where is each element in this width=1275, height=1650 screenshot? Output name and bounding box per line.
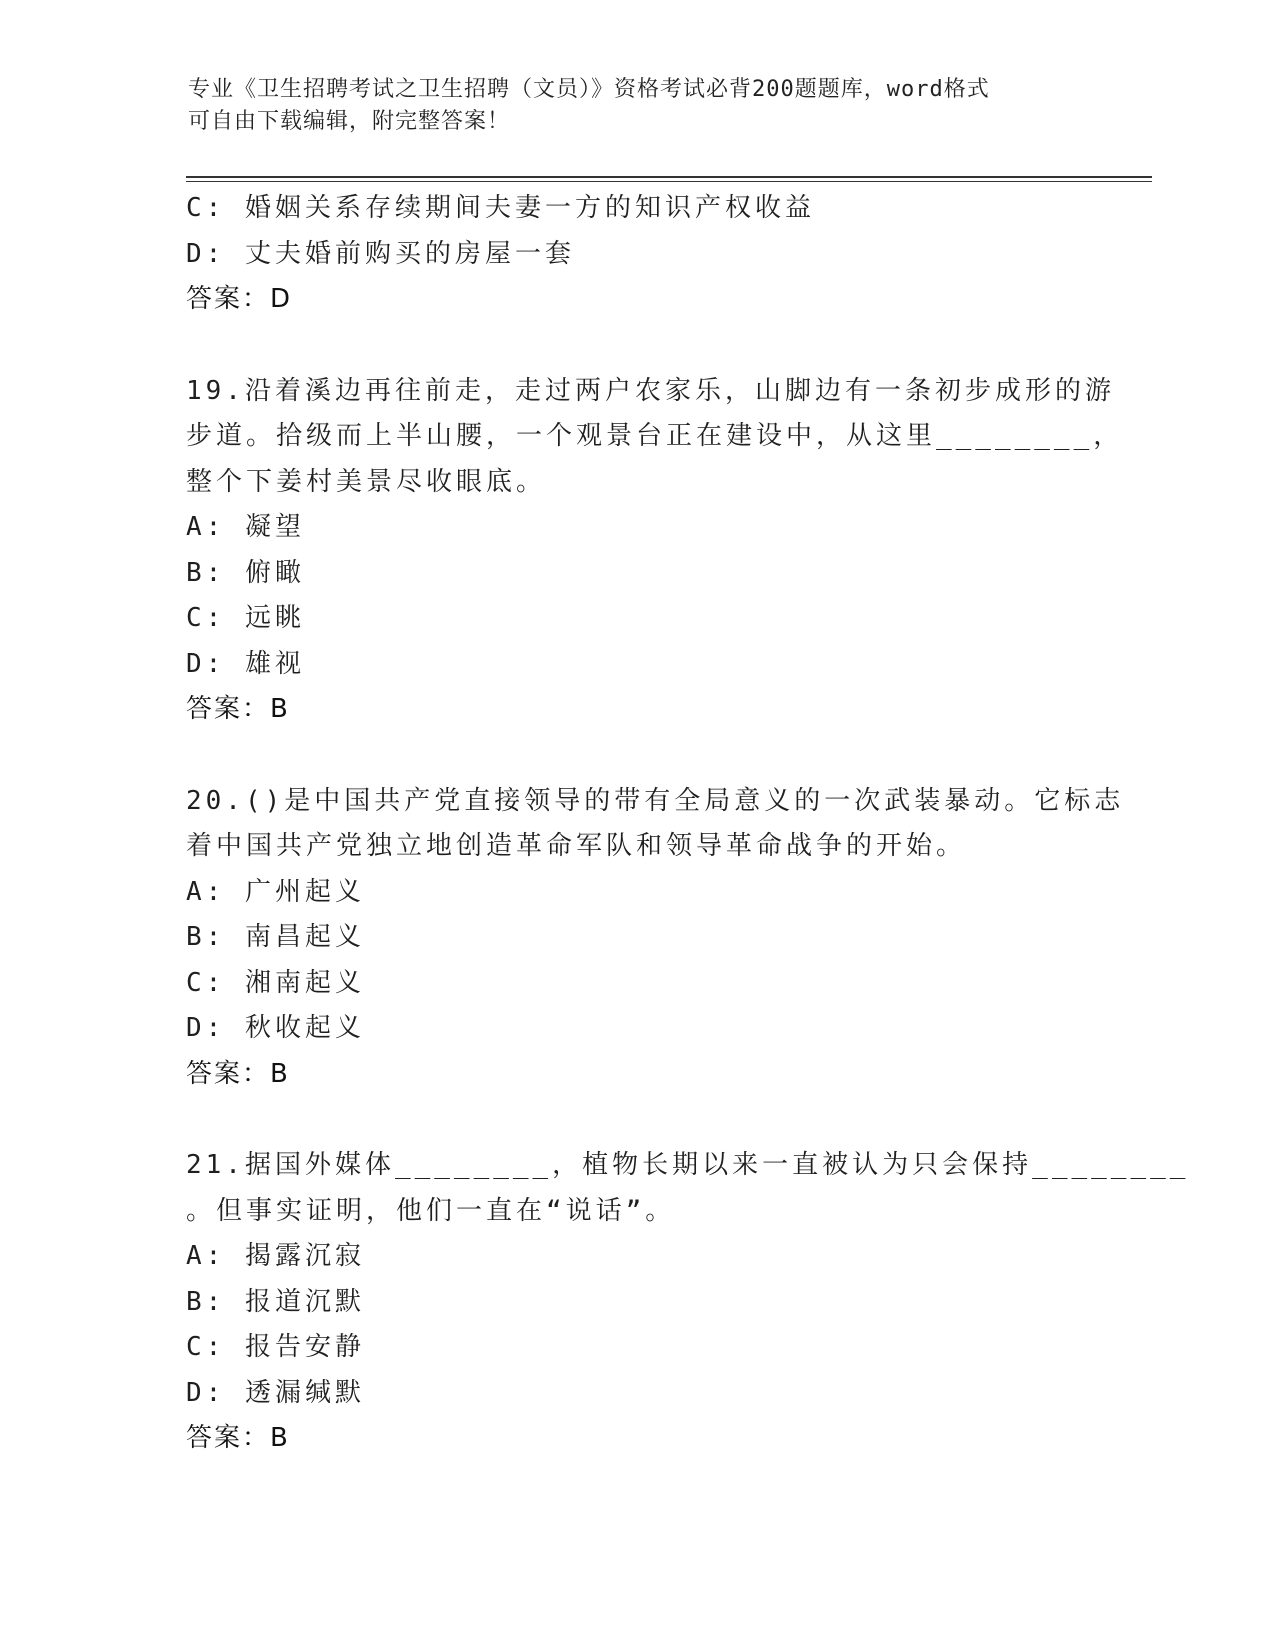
- option-d: D: 秋收起义: [186, 1013, 365, 1043]
- option-b: B: 俯瞰: [186, 557, 305, 588]
- option-b: B: 南昌起义: [186, 922, 365, 952]
- answer-line: 答案：B: [186, 1058, 290, 1089]
- answer-line: 答案：D: [186, 284, 293, 314]
- header-divider-thin: [186, 181, 1152, 182]
- header-title-line-2: 可自由下载编辑，附完整答案！: [188, 109, 511, 134]
- header-divider-thick: [186, 176, 1152, 178]
- spacer: [186, 733, 1086, 779]
- spacer: [186, 323, 1086, 369]
- question-20: [186, 779, 1125, 1098]
- spacer: [186, 1097, 1086, 1143]
- stem-line: 19.沿着溪边再往前走，走过两户农家乐，山脚边有一条初步成形的游: [186, 375, 1115, 406]
- stem-line: 整个下姜村美景尽收眼底。: [186, 466, 547, 497]
- option-a: A: 广州起义: [186, 876, 365, 907]
- stem-line: 步道。拾级而上半山腰，一个观景台正在建设中，从这里________，: [186, 421, 1124, 451]
- question-stem: [186, 1143, 1190, 1234]
- option-c: C: 远眺: [186, 603, 305, 633]
- question-stem: [186, 779, 1125, 870]
- option-a: A: 凝望: [186, 512, 305, 542]
- header-title-line-1: 专业《卫生招聘考试之卫生招聘（文员）》资格考试必背200题题库，word格式: [188, 77, 990, 102]
- option-a: A: 揭露沉寂: [186, 1241, 365, 1271]
- option-c: C: 湘南起义: [186, 967, 365, 998]
- stem-line: 21.据国外媒体________，植物长期以来一直被认为只会保持________: [186, 1150, 1190, 1180]
- option-c: C: 婚姻关系存续期间夫妻一方的知识产权收益: [186, 193, 815, 223]
- stem-line: 着中国共产党独立地创造革命军队和领导革命战争的开始。: [186, 831, 967, 861]
- answer-line: 答案：B: [186, 1423, 290, 1453]
- question-stem: [186, 369, 1124, 506]
- option-d: D: 丈夫婚前购买的房屋一套: [186, 238, 575, 269]
- question-18-continued: [186, 186, 1086, 323]
- stem-line: 20.()是中国共产党直接领导的带有全局意义的一次武装暴动。它标志: [186, 785, 1125, 816]
- option-b: B: 报道沉默: [186, 1286, 365, 1317]
- answer-line: 答案：B: [186, 694, 290, 724]
- question-content: [186, 186, 1190, 1462]
- question-19: [186, 369, 1124, 733]
- page-header: [188, 74, 1068, 138]
- option-d: D: 雄视: [186, 648, 305, 679]
- stem-line: 。但事实证明，他们一直在“说话”。: [186, 1195, 676, 1226]
- option-c: C: 报告安静: [186, 1332, 365, 1362]
- option-d: D: 透漏缄默: [186, 1377, 365, 1408]
- question-21: [186, 1143, 1190, 1462]
